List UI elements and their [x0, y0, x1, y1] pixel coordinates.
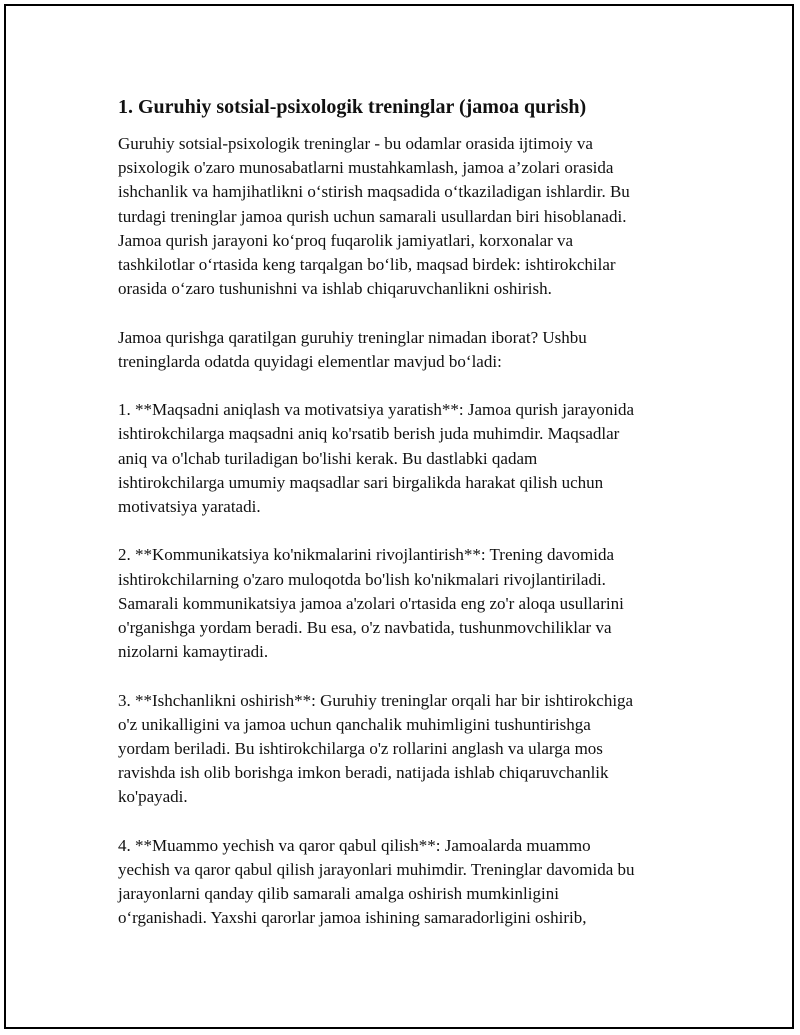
list-item-4: [118, 834, 693, 931]
text-line: ishtirokchilarning o'zaro muloqotda bo'lish ko'nikmalari rivojlantiriladi.: [118, 569, 606, 589]
text-line: 2. **Kommunikatsiya ko'nikmalarini rivojlantirish**: Trening davomida: [118, 545, 615, 565]
text-line: jarayonlarni qanday qilib samarali amalga oshirish mumkinligini: [118, 884, 559, 904]
text-line: ishtirokchilarga maqsadni aniq ko'rsatib berish juda muhimdir. Maqsadlar: [118, 424, 620, 444]
text-line: Guruhiy sotsial-psixologik treninglar - bu odamlar orasida ijtimoiy va: [118, 134, 593, 153]
text-line: 3. **Ishchanlikni oshirish**: Guruhiy treninglar orqali har bir ishtirokchiga: [118, 690, 634, 710]
text-line: treninglarda odatda quyidagi elementlar mavjud boʻladi:: [118, 351, 502, 371]
text-line: aniq va o'lchab turiladigan bo'lishi kerak. Bu dastlabki qadam: [118, 448, 538, 468]
text-line: 1. **Maqsadni aniqlash va motivatsiya yaratish**: Jamoa qurish jarayonida: [118, 400, 635, 420]
document-body: [118, 94, 693, 955]
text-line: Jamoa qurishga qaratilgan guruhiy treninglar nimadan iborat? Ushbu: [118, 327, 587, 347]
text-line: ravishda ish olib borishga imkon beradi, natijada ishlab chiqaruvchanlik: [118, 763, 609, 783]
text-line: Samarali kommunikatsiya jamoa a'zolari o'rtasida eng zo'r aloqa usullarini: [118, 593, 624, 613]
text-line: ishtirokchilarga umumiy maqsadlar sari birgalikda harakat qilish uchun: [118, 472, 604, 492]
text-line: motivatsiya yaratadi.: [118, 497, 261, 517]
list-item-2: [118, 543, 693, 664]
text-line: ishchanlik va hamjihatlikni oʻstirish maqsadida oʻtkaziladigan ishlardir. Bu: [118, 182, 630, 202]
text-line: turdagi treninglar jamoa qurish uchun samarali usullardan biri hisoblanadi.: [118, 206, 627, 226]
text-line: yordam beriladi. Bu ishtirokchilarga o'z rollarini anglash va ularga mos: [118, 739, 603, 759]
text-line: nizolarni kamaytiradi.: [118, 642, 269, 662]
text-line: ko'payadi.: [118, 787, 188, 807]
paragraph-question: [118, 326, 693, 374]
text-line: oʻrganishadi. Yaxshi qarorlar jamoa ishining samaradorligini oshirib,: [118, 908, 587, 928]
text-line: 4. **Muammo yechish va qaror qabul qilish**: Jamoalarda muammo: [118, 835, 591, 855]
list-item-3: [118, 689, 693, 810]
text-line: o'rganishga yordam beradi. Bu esa, o'z navbatida, tushunmovchiliklar va: [118, 618, 612, 638]
text-line: psixologik o'zaro munosabatlarni mustahkamlash, jamoa a’zolari orasida: [118, 158, 614, 178]
list-item-1: [118, 398, 693, 519]
text-line: o'z unikalligini va jamoa uchun qanchalik muhimligini tushuntirishga: [118, 714, 591, 734]
text-line: Jamoa qurish jarayoni koʻproq fuqarolik jamiyatlari, korxonalar va: [118, 230, 574, 250]
text-line: tashkilotlar oʻrtasida keng tarqalgan boʻlib, maqsad birdek: ishtirokchilar: [118, 255, 616, 275]
paragraph-intro: [118, 132, 693, 301]
section-heading: 1. Guruhiy sotsial-psixologik treninglar (jamoa qurish): [118, 96, 587, 118]
text-line: yechish va qaror qabul qilish jarayonlari muhimdir. Treninglar davomida bu: [118, 860, 635, 880]
text-line: orasida oʻzaro tushunishni va ishlab chiqaruvchanlikni oshirish.: [118, 279, 552, 299]
